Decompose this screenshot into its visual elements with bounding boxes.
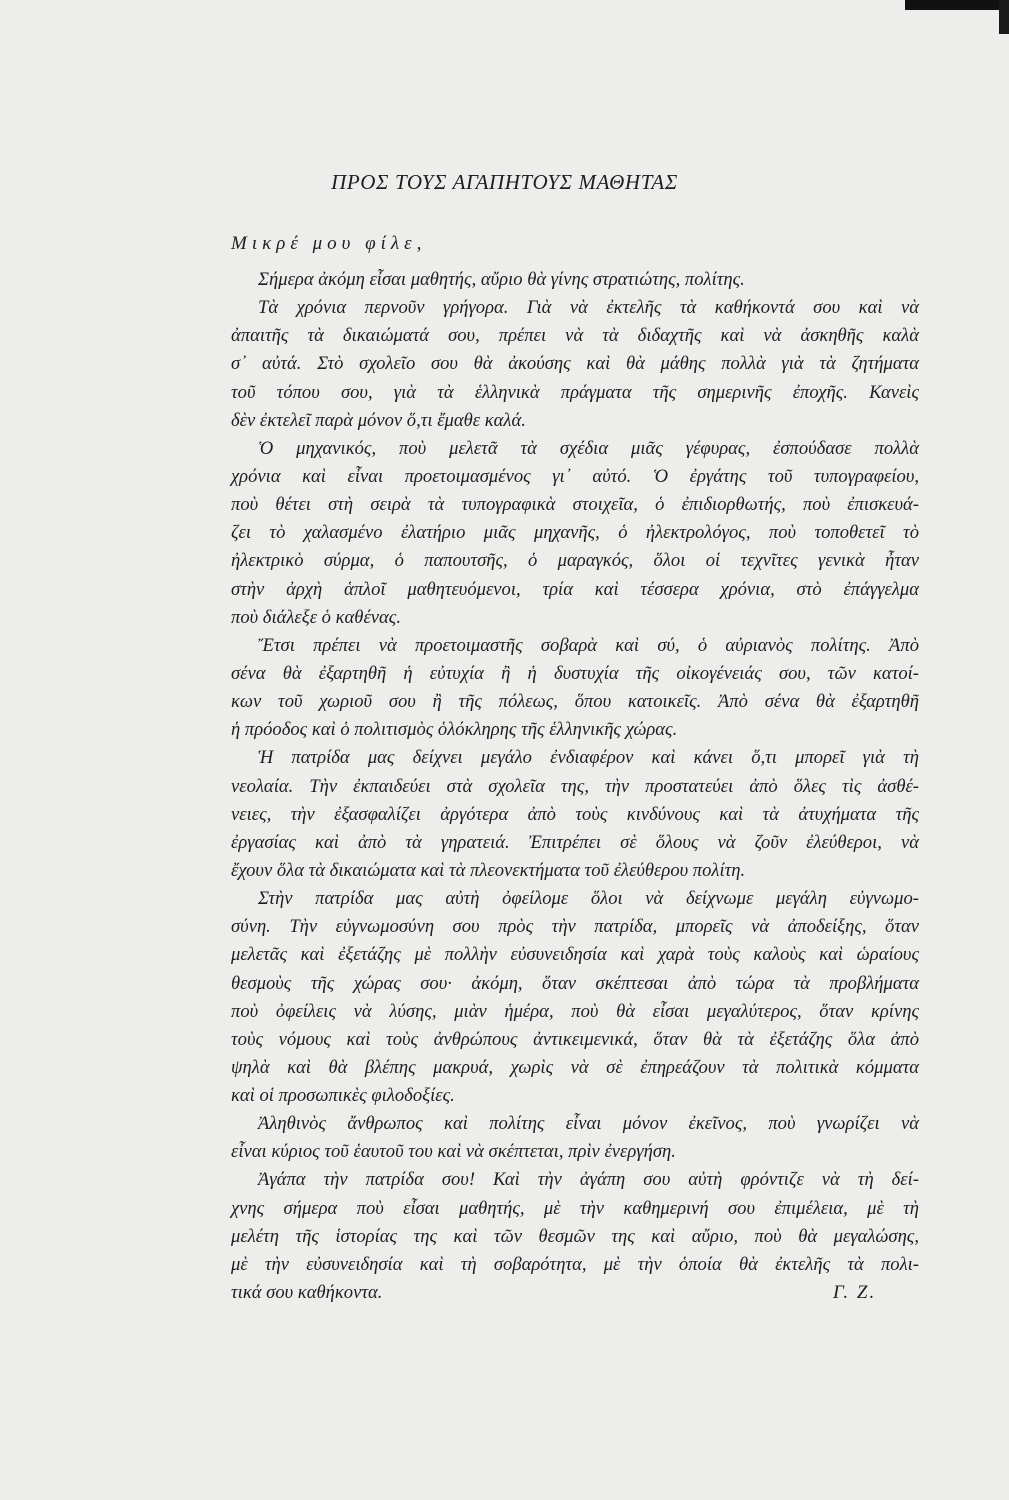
salutation: Μικρέ μου φίλε, <box>231 233 427 254</box>
text-line: Ἔτσι πρέπει νὰ προετοιμαστῆς σοβαρὰ καὶ σύ, ὁ αὐριανὸς πολίτης. Ἀπὸ <box>258 634 919 656</box>
text-line: χνης σήμερα ποὺ εἶσαι μαθητής, μὲ τὴν καθημερινή σου ἐπιμέλεια, μὲ τὴ <box>231 1197 919 1219</box>
text-line: καὶ οἱ προσωπικὲς φιλοδοξίες. <box>231 1085 455 1107</box>
text-line: θεσμοὺς τῆς χώρας σου· ἀκόμη, ὅταν σκέπτεσαι ἀπὸ τώρα τὰ προβλήματα <box>231 972 919 994</box>
text-line: κων τοῦ χωριοῦ σου ἢ τῆς πόλεως, ὅπου κατοικεῖς. Ἀπὸ σένα θὰ ἐξαρτηθῆ <box>231 691 919 713</box>
text-line: ἠλεκτρικὸ σύρμα, ὁ παπουτσῆς, ὁ μαραγκός, ὅλοι οἱ τεχνῖτες γενικὰ ἦταν <box>231 550 919 572</box>
text-line: Ἀγάπα τὴν πατρίδα σου! Καὶ τὴν ἀγάπη σου αὐτὴ φρόντιζε νὰ τὴ δεί- <box>258 1169 919 1191</box>
text-line: Στὴν πατρίδα μας αὐτὴ ὀφείλομε ὅλοι νὰ δείχνωμε μεγάλη εὐγνωμο- <box>258 888 919 910</box>
text-line: ποὺ διάλεξε ὁ καθένας. <box>231 606 401 628</box>
text-line: νειες, τὴν ἐξασφαλίζει ἀργότερα ἀπὸ τοὺς κινδύνους καὶ τὰ ἀτυχήματα τῆς <box>231 803 919 825</box>
text-line: τοὺς νόμους καὶ τοὺς ἀνθρώπους ἀντικειμενικά, ὅταν θὰ τὰ ἐξετάζης ὅλα ἀπὸ <box>231 1028 919 1050</box>
text-line: Ἡ πατρίδα μας δείχνει μεγάλο ἐνδιαφέρον καὶ κάνει ὅ,τι μπορεῖ γιὰ τὴ <box>258 747 919 769</box>
text-line: ἡ πρόοδος καὶ ὁ πολιτισμὸς ὁλόκληρης τῆς ἑλληνικῆς χώρας. <box>231 719 678 741</box>
text-line: τοῦ τόπου σου, γιὰ τὰ ἑλληνικὰ πράγματα τῆς σημερινῆς ἐποχῆς. Κανεὶς <box>231 381 919 403</box>
text-line: μὲ τὴν εὐσυνειδησία καὶ τὴ σοβαρότητα, μὲ τὴν ὁποία θὰ ἐκτελῆς τὰ πολι- <box>231 1253 919 1275</box>
text-line: ψηλὰ καὶ θὰ βλέπης μακρυά, χωρὶς νὰ σὲ ἐπηρεάζουν τὰ πολιτικὰ κόμματα <box>231 1056 919 1078</box>
text-line: ἀπαιτῆς τὰ δικαιώματά σου, πρέπει νὰ τὰ διδαχτῆς καὶ νὰ ἀσκηθῆς καλὰ <box>231 325 919 347</box>
text-line: Τὰ χρόνια περνοῦν γρήγορα. Γιὰ νὰ ἐκτελῆς τὰ καθήκοντά σου καὶ νὰ <box>258 297 919 319</box>
text-line: νεολαία. Τὴν ἐκπαιδεύει στὰ σχολεῖα της, τὴν προστατεύει ἀπὸ ὅλες τὶς ἀσθέ- <box>231 775 919 797</box>
text-line: σ᾽ αὐτά. Στὸ σχολεῖο σου θὰ ἀκούσης καὶ θὰ μάθης πολλὰ γιὰ τὰ ζητήματα <box>231 353 919 375</box>
text-line: σένα θὰ ἐξαρτηθῆ ἡ εὐτυχία ἢ ἡ δυστυχία τῆς οἰκογένειάς σου, τῶν κατοί- <box>231 662 919 684</box>
text-line: Ὁ μηχανικός, ποὺ μελετᾶ τὰ σχέδια μιᾶς γέφυρας, ἐσπούδασε πολλὰ <box>258 437 919 459</box>
text-line: σύνη. Τὴν εὐγνωμοσύνη σου πρὸς τὴν πατρίδα, μπορεῖς νὰ ἀποδείξης, ὅταν <box>231 916 919 938</box>
scan-edge-top <box>905 0 1009 10</box>
text-line: μελέτη τῆς ἱστορίας της καὶ τῶν θεσμῶν της καὶ αὔριο, ποὺ θὰ μεγαλώσης, <box>231 1225 919 1247</box>
signature: Γ. Ζ. <box>833 1282 877 1304</box>
text-line: ζει τὸ χαλασμένο ἐλατήριο μιᾶς μηχανῆς, ὁ ἠλεκτρολόγος, ποὺ τοποθετεῖ τὸ <box>231 522 919 544</box>
text-line: εἶναι κύριος τοῦ ἑαυτοῦ του καὶ νὰ σκέπτεται, πρὶν ἐνεργήση. <box>231 1141 676 1163</box>
page-title: ΠΡΟΣ ΤΟΥΣ ΑΓΑΠΗΤΟΥΣ ΜΑΘΗΤΑΣ <box>331 170 678 194</box>
text-line: ἔχουν ὅλα τὰ δικαιώματα καὶ τὰ πλεονεκτήματα τοῦ ἐλεύθερου πολίτη. <box>231 859 746 881</box>
scan-edge-right <box>999 0 1009 34</box>
text-line: μελετᾶς καὶ ἐξετάζης μὲ πολλὴν εὐσυνειδησία καὶ χαρὰ τοὺς καλοὺς καὶ ὡραίους <box>231 944 919 966</box>
text-line: ἐργασίας καὶ ἀπὸ τὰ γηρατειά. Ἐπιτρέπει σὲ ὅλους νὰ ζοῦν ἐλεύθεροι, νὰ <box>231 831 919 853</box>
text-line: δὲν ἐκτελεῖ παρὰ μόνον ὅ,τι ἔμαθε καλά. <box>231 409 526 431</box>
text-line: στὴν ἀρχὴ ἁπλοῖ μαθητευόμενοι, τρία καὶ τέσσερα χρόνια, στὸ ἐπάγγελμα <box>231 578 919 600</box>
text-line: Ἀληθινὸς ἄνθρωπος καὶ πολίτης εἶναι μόνον ἐκεῖνος, ποὺ γνωρίζει νὰ <box>258 1113 919 1135</box>
text-line: ποὺ θέτει στὴ σειρὰ τὰ τυπογραφικὰ στοιχεῖα, ὁ ἐπιδιορθωτής, ποὺ ἐπισκευά- <box>231 494 919 516</box>
text-line: τικά σου καθήκοντα. <box>231 1282 383 1304</box>
text-line: Σήμερα ἀκόμη εἶσαι μαθητής, αὔριο θὰ γίνης στρατιώτης, πολίτης. <box>258 269 745 290</box>
text-line: ποὺ ὀφείλεις νὰ λύσης, μιὰν ἡμέρα, ποὺ θὰ εἶσαι μεγαλύτερος, ὅταν κρίνης <box>231 1000 919 1022</box>
text-line: χρόνια καὶ εἶναι προετοιμασμένος γι᾽ αὐτό. Ὁ ἐργάτης τοῦ τυπογραφείου, <box>231 465 919 487</box>
